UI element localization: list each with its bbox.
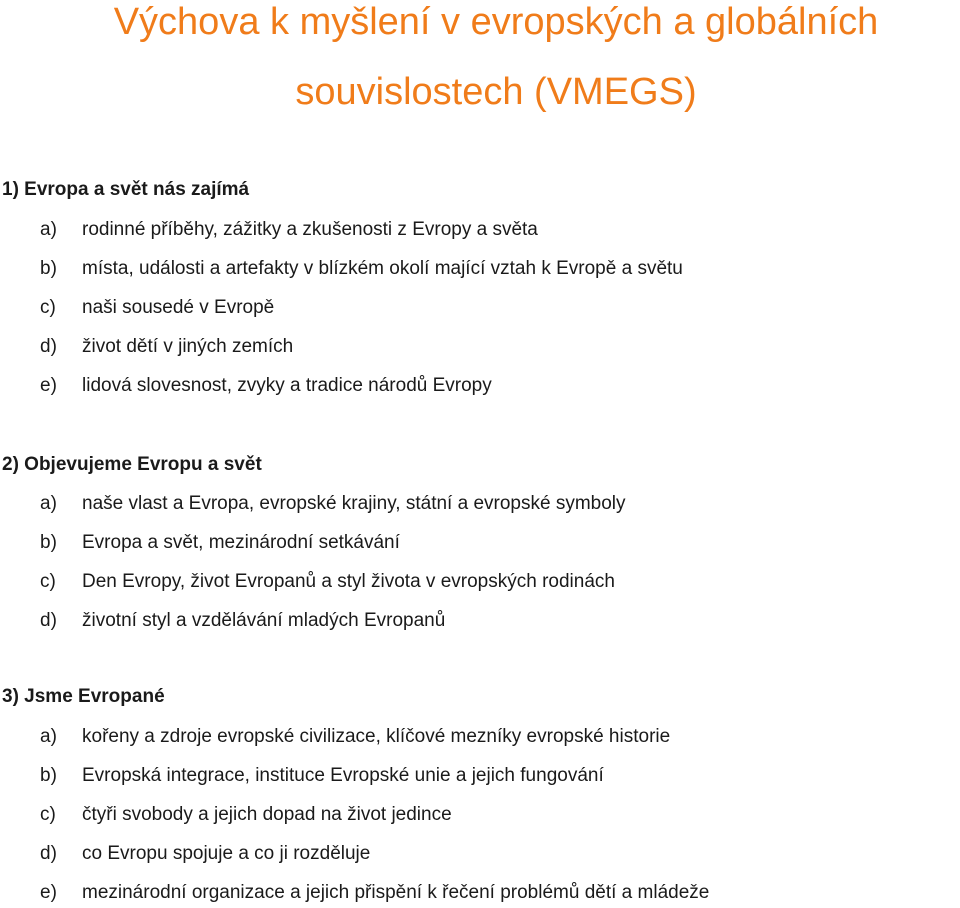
- list-item-letter: e): [40, 375, 57, 396]
- list-item-letter: c): [40, 297, 56, 318]
- list-item-text: rodinné příběhy, zážitky a zkušenosti z Evropy a světa: [82, 219, 538, 240]
- list-item-text: Den Evropy, život Evropanů a styl života v evropských rodinách: [82, 571, 615, 592]
- list-item-letter: d): [40, 610, 57, 631]
- page-title-line-1: Výchova k myšlení v evropských a globálních: [113, 1, 879, 43]
- list-item-text: čtyři svobody a jejich dopad na život jedince: [82, 804, 452, 825]
- list-item-text: místa, události a artefakty v blízkém okolí mající vztah k Evropě a světu: [82, 258, 683, 279]
- list-item-text: Evropská integrace, instituce Evropské unie a jejich fungování: [82, 765, 604, 786]
- list-item-letter: c): [40, 804, 56, 825]
- list-item-text: Evropa a svět, mezinárodní setkávání: [82, 532, 400, 553]
- list-item-text: lidová slovesnost, zvyky a tradice národů Evropy: [82, 375, 492, 396]
- list-item-letter: e): [40, 882, 57, 903]
- list-item-letter: b): [40, 258, 57, 279]
- page-title-line-2: souvislostech (VMEGS): [295, 71, 697, 113]
- list-item-letter: b): [40, 532, 57, 553]
- list-item-letter: a): [40, 726, 57, 747]
- list-item-letter: d): [40, 336, 57, 357]
- list-item-text: naši sousedé v Evropě: [82, 297, 275, 318]
- list-item-text: životní styl a vzdělávání mladých Evropanů: [82, 610, 446, 631]
- section-heading: 2) Objevujeme Evropu a svět: [2, 454, 262, 475]
- list-item-text: naše vlast a Evropa, evropské krajiny, státní a evropské symboly: [82, 493, 626, 514]
- list-item-letter: d): [40, 843, 57, 864]
- list-item-text: kořeny a zdroje evropské civilizace, klíčové mezníky evropské historie: [82, 726, 671, 747]
- list-item-text: mezinárodní organizace a jejich přispění k řečení problémů dětí a mládeže: [82, 882, 710, 903]
- list-item-letter: c): [40, 571, 56, 592]
- list-item-text: co Evropu spojuje a co ji rozděluje: [82, 843, 371, 864]
- list-item-text: život dětí v jiných zemích: [82, 336, 294, 357]
- section-heading: 1) Evropa a svět nás zajímá: [2, 179, 250, 200]
- list-item-letter: b): [40, 765, 57, 786]
- list-item-letter: a): [40, 219, 57, 240]
- list-item-letter: a): [40, 493, 57, 514]
- section-heading: 3) Jsme Evropané: [2, 686, 165, 707]
